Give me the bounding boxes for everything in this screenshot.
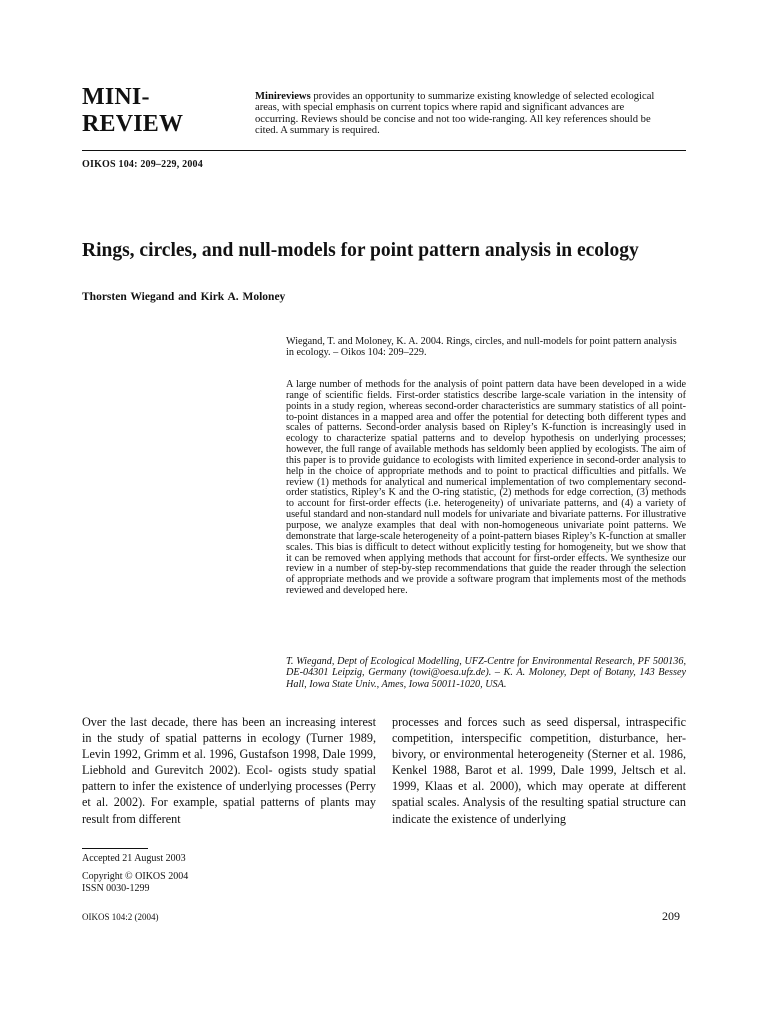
- body-column-left: Over the last decade, there has been an increasing interest in the study of spatial patterns in ecology (Turner 1989, Levin 1992, Grimm et al. 1996, Gustafson 1998, Dale 1999, Liebhold and Gurevitch 2002). Ecol- ogists study spatial pattern to infer the existence of underlying processes (Perry et al. 2002). For example, spatial patterns of plants may result from different: [82, 715, 376, 826]
- copyright-notice: Copyright © OIKOS 2004: [82, 871, 189, 882]
- issn: ISSN 0030-1299: [82, 883, 150, 894]
- section-heading-minireview: [82, 84, 242, 138]
- header-divider: [82, 150, 686, 151]
- minireview-description: [255, 91, 655, 137]
- page-number: 209: [662, 909, 680, 923]
- footer-journal-issue: OIKOS 104:2 (2004): [82, 912, 159, 922]
- article-citation: Wiegand, T. and Moloney, K. A. 2004. Rings, circles, and null-models for point pattern analysis in ecology. – Oikos 104: 209–229.: [286, 336, 677, 359]
- section-heading-line2: REVIEW: [82, 111, 184, 137]
- author-affiliations: T. Wiegand, Dept of Ecological Modelling, UFZ-Centre for Environmental Research, PF 500136, DE-04301 Leipzig, Germany (towi@oesa.ufz.de). – K. A. Moloney, Dept of Botany, 143 Bessey Hall, Iowa State Univ., Ames, Iowa 50011-1020, USA.: [286, 656, 686, 690]
- article-title: Rings, circles, and null-models for point pattern analysis in ecology: [82, 240, 639, 261]
- accepted-date: Accepted 21 August 2003: [82, 853, 186, 864]
- minireview-description-lead: Minireviews: [255, 91, 311, 102]
- body-column-right: processes and forces such as seed dispersal, intraspecific competition, interspecific competition, disturbance, her- bivory, or environmental heterogeneity (Sterner et al. 1986, Kenkel 1988, Barot et al. 1999, Dale 1999, Jeltsch et al. 1999, Klaas et al. 2000), which may operate at different spatial scales. Analysis of the resulting spatial structure can indicate the existence of underlying: [392, 715, 686, 826]
- section-heading-line1: MINI-: [82, 84, 150, 110]
- article-abstract: A large number of methods for the analysis of point pattern data have been developed in a wide range of scientific fields. First-order statistics describe large-scale variation in the intensity of points in a study region, whereas second-order characteristics are summary statistics of all point-to-point distances in a mapped area and offer the potential for detecting both different types and scales of patterns. Second-order analysis based on Ripley’s K-function is increasingly used in ecology to characterize spatial patterns and to develop hypothesis on underlying processes; however, the full range of available methods has seldomly been applied by ecologists. The aim of this paper is to provide guidance to ecologists with limited experience in second-order analysis to help in the choice of appropriate methods and to point to practical difficulties and pitfalls. We review (1) methods for analytical and numerical implementation of two complementary second-order statistics, Ripley’s K and the O-ring statistic, (2) methods for edge correction, (3) methods to account for first-order effects (i.e. heterogeneity) of univariate patterns, and (4) a variety of useful standard and non-standard null models for univariate and bivariate patterns. For illustrative purpose, we analyze examples that deal with non-homogeneous univariate point patterns. We demonstrate that large-scale heterogeneity of a point-pattern biases Ripley’s K-function at smaller scales. This bias is difficult to detect without explicitly testing for homogeneity, but we show that it can be removed when applying methods that account for first-order effects. We synthesize our review in a number of step-by-step recommendations that guide the reader through the selection of appropriate methods and we provide a software program that implements most of the methods reviewed and developed here.: [286, 379, 686, 597]
- article-authors: Thorsten Wiegand and Kirk A. Moloney: [82, 291, 286, 303]
- minireview-description-text: provides an opportunity to summarize existing knowledge of selected ecological areas, with special emphasis on current topics where rapid and significant advances are occurring. Reviews should be concise and not too wide-ranging. All key references should be cited. A summary is required.: [255, 91, 655, 137]
- footnote-divider: [82, 848, 148, 849]
- journal-reference: OIKOS 104: 209–229, 2004: [82, 159, 203, 170]
